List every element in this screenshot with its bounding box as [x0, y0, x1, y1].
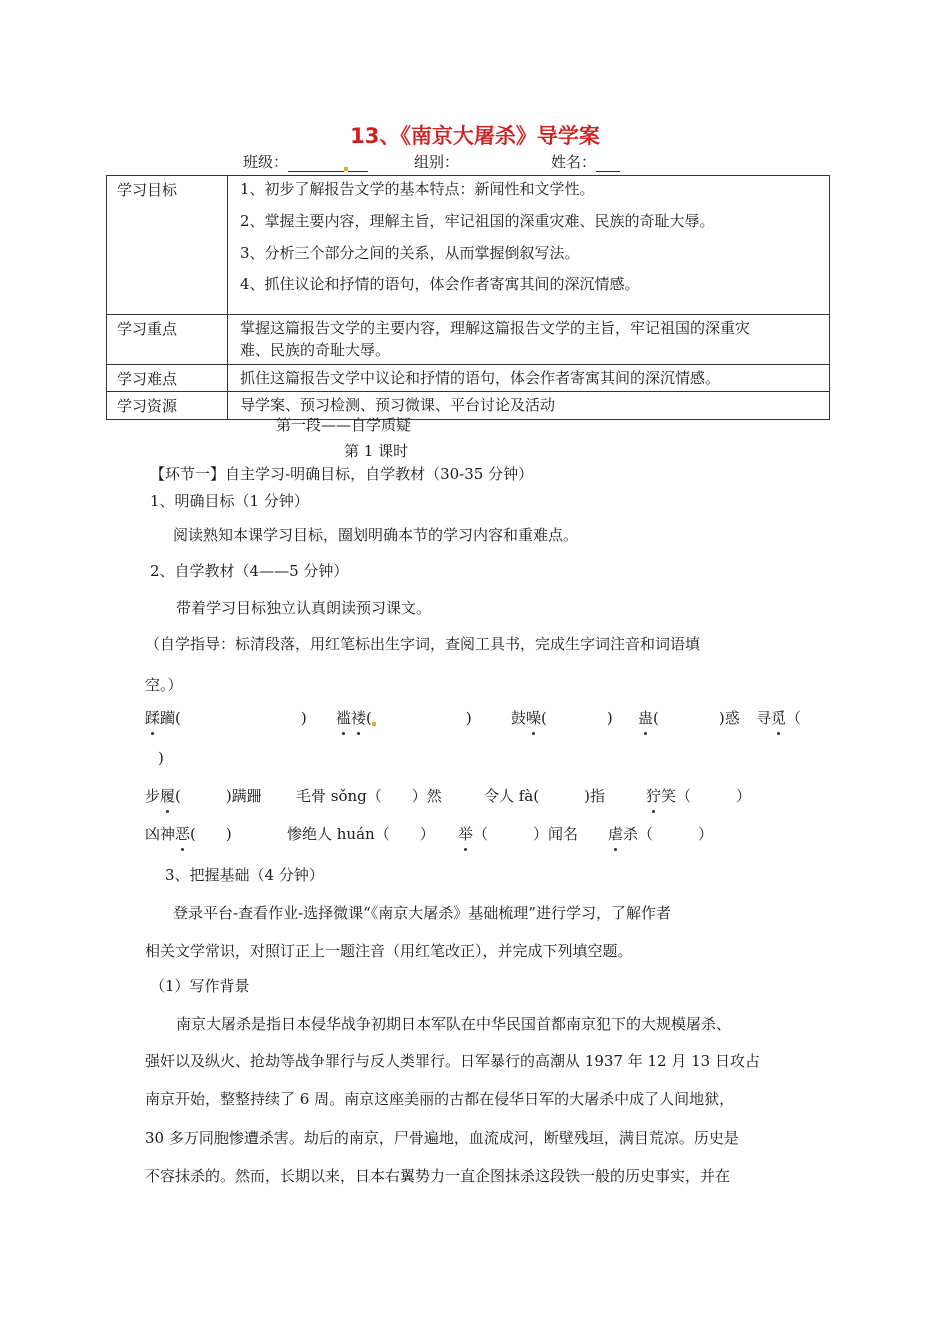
page-title: 13、《南京大屠杀》导学案 [350, 124, 600, 148]
step-text: 阅读熟知本课学习目标，圈划明确本节的学习内容和重难点。 [173, 526, 579, 544]
dotted-char: 恶 [175, 825, 191, 843]
vocab-item [458, 823, 578, 844]
dotted-char: 褴 [336, 709, 352, 727]
pinyin-blank[interactable]: ( [366, 709, 372, 727]
vocab-item [638, 707, 740, 728]
class-blank[interactable] [288, 155, 344, 172]
key-label: 学习重点 [107, 315, 228, 365]
table-row [107, 315, 830, 365]
pinyin-blank[interactable]: ( ) [175, 709, 307, 727]
vocab-item[interactable]: 毛骨 sǒng（ ）然 [296, 787, 442, 805]
key-cell [228, 315, 830, 365]
class-blank-tail [348, 155, 368, 172]
vocab-item [336, 707, 472, 728]
table-row [107, 364, 830, 392]
paragraph-line: 南京大屠杀是指日本侵华战争初期日本军队在中华民国首都南京犯下的大规模屠杀、 [176, 1015, 732, 1033]
dotted-char: 履 [160, 787, 176, 805]
name-blank[interactable] [596, 155, 620, 172]
vocab-item [756, 707, 801, 728]
plain-char: 寻 [756, 709, 772, 727]
vocab-item [145, 823, 232, 844]
key-line: 掌握这篇报告文学的主要内容，理解这篇报告文学的主旨，牢记祖国的深重灾 [240, 319, 751, 337]
pinyin-blank[interactable]: ( ) [653, 709, 725, 727]
pinyin-blank[interactable]: ( ) [190, 825, 232, 843]
vocab-item [608, 823, 713, 844]
step-heading: 2、自学教材（4——5 分钟） [150, 562, 349, 580]
plain-char: 蹒跚 [231, 787, 262, 805]
goal-item: 1、初步了解报告文学的基本特点：新闻性和文学性。 [240, 180, 595, 198]
goal-item: 3、分析三个部分之间的关系，从而掌握倒叙写法。 [240, 243, 580, 262]
plain-char: 步 [145, 787, 161, 805]
difficulty-cell: 抓住这篇报告文学中议论和抒情的语句，体会作者寄寓其间的深沉情感。 [228, 364, 830, 392]
goals-label: 学习目标 [107, 176, 228, 315]
goal-item: 2、掌握主要内容，理解主旨，牢记祖国的深重灾难、民族的奇耻大辱。 [240, 211, 715, 230]
dotted-char: 虐 [608, 825, 624, 843]
table-row [107, 392, 830, 420]
key-line: 难、民族的奇耻大辱。 [240, 340, 391, 359]
name-label: 姓名： [551, 153, 597, 171]
difficulty-label: 学习难点 [107, 364, 228, 392]
student-info-line [243, 151, 620, 172]
dotted-char: 觅 [771, 709, 787, 727]
dotted-char: 褛 [351, 709, 367, 727]
lesson-heading: 第 1 课时 [344, 442, 409, 460]
paragraph-line: 南京开始，整整持续了 6 周。南京这座美丽的古都在侵华日军的大屠杀中成了人间地狱， [145, 1090, 735, 1108]
pinyin-blank[interactable]: （ [786, 709, 802, 727]
dotted-char: 噪 [526, 709, 542, 727]
link-heading: 【环节一】自主学习-明确目标，自学教材（30-35 分钟） [150, 465, 534, 483]
dotted-char: 举 [458, 825, 474, 843]
vocab-item [511, 707, 613, 728]
pinyin-blank[interactable]: （ ）闻名 [473, 825, 579, 843]
resources-cell: 导学案、预习检测、预习微课、平台讨论及活动 [228, 392, 830, 420]
step-text: 带着学习目标独立认真朗读预习课文。 [176, 599, 432, 617]
dotted-char: 狞 [646, 787, 662, 805]
table-row [107, 176, 830, 315]
sub-heading: （1）写作背景 [150, 977, 250, 995]
paragraph-line: 30 多万同胞惨遭杀害。劫后的南京，尸骨遍地，血流成河，断壁残垣，满目荒凉。历史是 [145, 1129, 739, 1147]
goals-cell [228, 176, 830, 315]
paragraph-line: 不容抹杀的。然而，长期以来，日本右翼势力一直企图抹杀这段铁一般的历史事实，并在 [145, 1167, 731, 1185]
paragraph-line: 强奸以及纵火、抢劫等战争罪行与反人类罪行。日军暴行的高潮从 1937 年 12 月 13 日攻占 [145, 1052, 760, 1070]
section-heading: 第一段——自学质疑 [276, 416, 412, 434]
resources-label: 学习资源 [107, 392, 228, 420]
pinyin-blank[interactable]: ) [375, 709, 472, 727]
class-label: 班级： [243, 153, 289, 171]
goal-item: 4、抓住议论和抒情的语句，体会作者寄寓其间的深沉情感。 [240, 275, 640, 294]
group-label: 组别： [414, 153, 460, 171]
step-heading: 3、把握基础（4 分钟） [165, 866, 324, 884]
goals-table [106, 175, 830, 420]
plain-char: 惑 [724, 709, 740, 727]
pinyin-blank[interactable]: ( ) [175, 787, 232, 805]
vocab-item [646, 785, 751, 806]
vocab-item[interactable]: 令人 fà( )指 [484, 787, 605, 805]
step-heading: 1、明确目标（1 分钟） [150, 492, 309, 510]
plain-char: 躏 [160, 709, 176, 727]
vocab-item [145, 785, 262, 806]
pinyin-blank[interactable]: ( ) [541, 709, 613, 727]
dotted-char: 蹂 [145, 709, 161, 727]
pinyin-blank[interactable]: 笑（ ） [661, 787, 752, 805]
pinyin-blank[interactable]: 杀（ ） [623, 825, 714, 843]
guide-text: 空。） [145, 676, 183, 694]
vocab-item[interactable]: 惨绝人 huán（ ） [287, 825, 435, 843]
step-text: 登录平台-查看作业-选择微课“《南京大屠杀》基础梳理”进行学习，了解作者 [173, 904, 671, 922]
vocab-item [145, 707, 307, 728]
plain-char: 鼓 [511, 709, 527, 727]
step-text: 相关文学常识，对照订正上一题注音（用红笔改正），并完成下列填空题。 [145, 942, 633, 960]
plain-char: 凶神 [145, 825, 176, 843]
dotted-char: 蛊 [638, 709, 654, 727]
vocab-close: ) [158, 749, 164, 767]
guide-text: （自学指导：标清段落，用红笔标出生字词，查阅工具书，完成生字词注音和词语填 [145, 635, 701, 653]
